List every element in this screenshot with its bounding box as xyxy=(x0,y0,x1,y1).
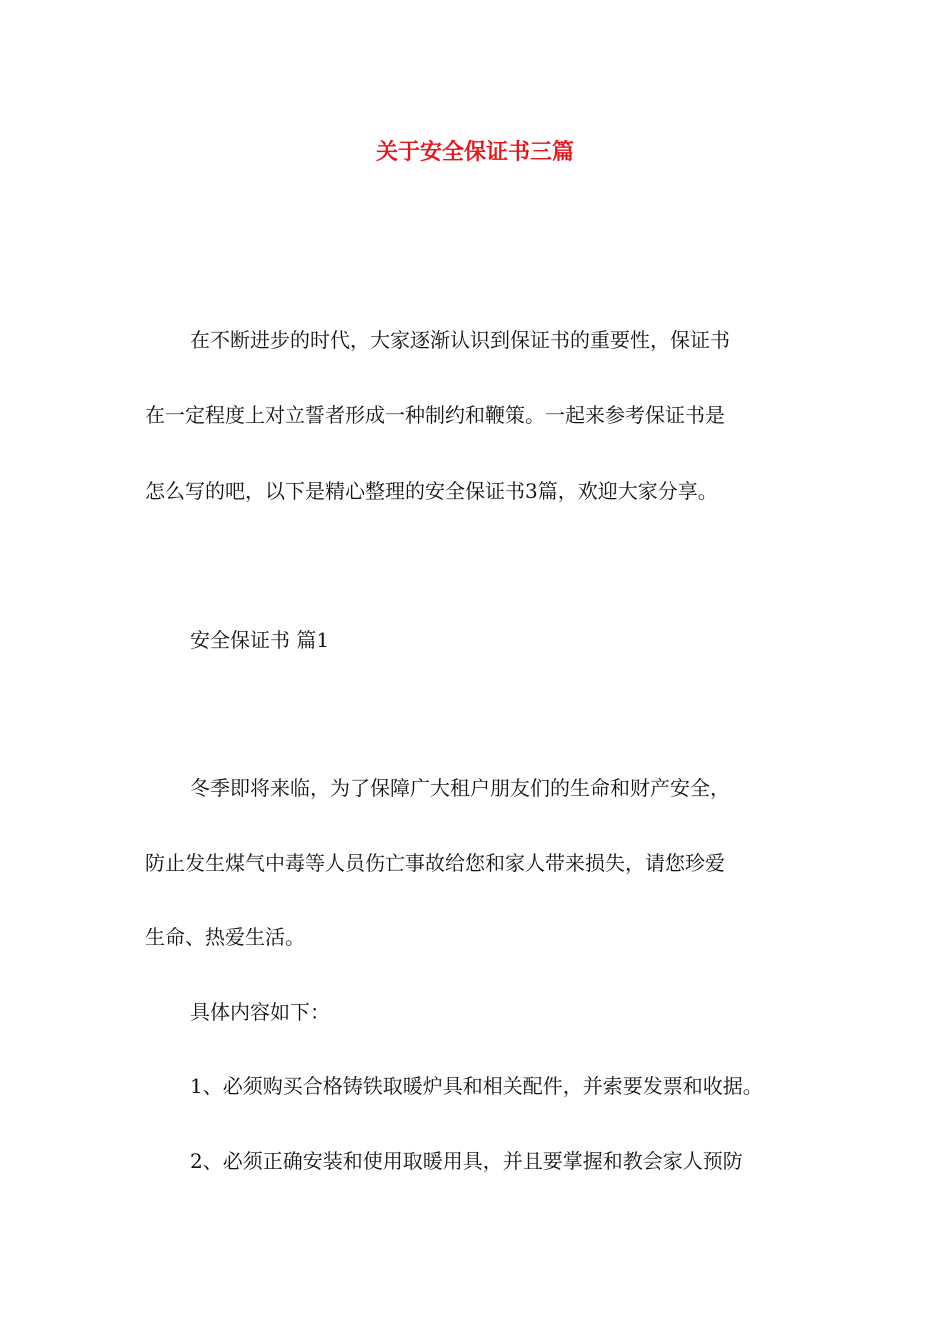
section-heading: 安全保证书 篇1 xyxy=(190,628,330,652)
body-line-4: 具体内容如下： xyxy=(190,1000,330,1024)
intro-line-3: 怎么写的吧，以下是精心整理的安全保证书3篇，欢迎大家分享。 xyxy=(145,479,718,503)
intro-line-2: 在一定程度上对立誓者形成一种制约和鞭策。一起来参考保证书是 xyxy=(145,403,725,427)
body-line-3: 生命、热爱生活。 xyxy=(145,925,305,949)
document-title: 关于安全保证书三篇 xyxy=(375,140,574,165)
list-item-2: 2、必须正确安装和使用取暖用具，并且要掌握和教会家人预防 xyxy=(190,1149,743,1173)
list-item-1: 1、必须购买合格铸铁取暖炉具和相关配件，并索要发票和收据。 xyxy=(190,1074,763,1098)
intro-line-1: 在不断进步的时代，大家逐渐认识到保证书的重要性，保证书 xyxy=(190,328,730,352)
body-line-1: 冬季即将来临，为了保障广大租户朋友们的生命和财产安全， xyxy=(190,776,730,800)
body-line-2: 防止发生煤气中毒等人员伤亡事故给您和家人带来损失，请您珍爱 xyxy=(145,851,725,875)
